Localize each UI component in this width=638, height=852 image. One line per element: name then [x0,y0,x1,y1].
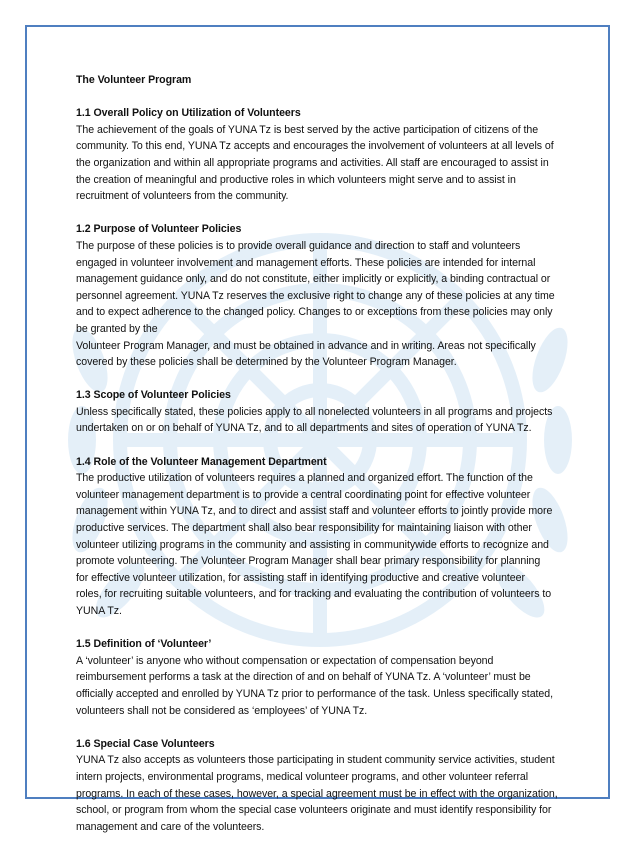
paragraph-line: personnel agreement. YUNA Tz reserves the exclusive right to change any of these policies at any time [76,289,555,302]
section [76,221,568,370]
paragraph-line: covered by these policies shall be determined by the Volunteer Program Manager. [76,356,457,369]
section-paragraph [76,752,568,835]
section [76,105,568,205]
paragraph-line: engaged in volunteer involvement and management efforts. These policies are intended for internal [76,256,536,269]
section-paragraph [76,404,568,437]
paragraph-line: Unless specifically stated, these policies apply to all nonelected volunteers in all programs and projects [76,405,553,418]
paragraph-line: programs. In each of these cases, however, a special agreement must be in effect with the organization, [76,787,558,800]
paragraph-line: Volunteer Program Manager, and must be obtained in advance and in writing. Areas not specifically [76,339,536,352]
section-heading: 1.6 Special Case Volunteers [76,737,215,750]
section-heading: 1.3 Scope of Volunteer Policies [76,389,231,402]
section [76,387,568,437]
paragraph-line: The purpose of these policies is to provide overall guidance and direction to staff and volunteers [76,239,521,252]
section-paragraph [76,470,568,619]
paragraph-line: volunteer utilizing programs in the community and assisting in communitywide efforts to recognize and [76,538,549,551]
section-paragraph [76,238,568,371]
section-paragraph [76,122,568,205]
section-paragraph [76,653,568,719]
paragraph-line: undertaken on or on behalf of YUNA Tz, and to all departments and sites of operation of YUNA Tz. [76,422,532,435]
paragraph-line: management within YUNA Tz, and to direct and assist staff and volunteer efforts to jointly provide more [76,505,553,518]
section-heading: 1.2 Purpose of Volunteer Policies [76,223,242,236]
paragraph-line: reimbursement performs a task at the direction of and on behalf of YUNA Tz. A ‘volunteer’ must be [76,671,531,684]
paragraph-line: management and care of the volunteers. [76,820,265,833]
paragraph-line: intern projects, environmental programs, medical volunteer programs, and other volunteer referral [76,770,529,783]
paragraph-line: officially accepted and enrolled by YUNA Tz prior to performance of the task. Unless specifically stated, [76,687,554,700]
paragraph-line: and to expect adherence to the changed policy. Changes to or exceptions from these policies may only [76,306,553,319]
section-heading: 1.1 Overall Policy on Utilization of Volunteers [76,107,301,120]
paragraph-line: the creation of meaningful and productive roles in which volunteers might serve and to assist in [76,173,516,186]
paragraph-line: school, or program from whom the special case volunteers originate and must identify responsibility for [76,804,552,817]
paragraph-line: YUNA Tz also accepts as volunteers those participating in student community service activities, student [76,754,555,767]
section [76,636,568,719]
paragraph-line: the organization and within all appropriate programs and activities. All staff are encouraged to assist in [76,156,549,169]
paragraph-line: YUNA Tz. [76,605,122,617]
paragraph-line: volunteer management department is to provide a central coordinating point for effective volunteer [76,488,531,501]
section-heading: 1.4 Role of the Volunteer Management Department [76,455,327,468]
section-heading: 1.5 Definition of ‘Volunteer’ [76,638,212,651]
paragraph-line: recruitment of volunteers from the community. [76,190,289,203]
paragraph-line: productive services. The department shall also bear responsibility for maintaining liaison with other [76,522,532,535]
paragraph-line: A ‘volunteer’ is anyone who without compensation or expectation of compensation beyond [76,654,494,667]
paragraph-line: for effective volunteer utilization, for assisting staff in identifying productive and creative volunteer [76,571,525,584]
paragraph-line: roles, for recruiting suitable volunteers, and for tracking and evaluating the contribution of volunteers to [76,588,552,601]
document-body [76,72,568,852]
paragraph-line: volunteers shall not be considered as ‘employees’ of YUNA Tz. [76,704,368,717]
section [76,736,568,836]
paragraph-line: The productive utilization of volunteers requires a planned and organized effort. The function of the [76,472,533,485]
paragraph-line: promote volunteering. The Volunteer Program Manager shall bear primary responsibility for planning [76,555,541,568]
section [76,454,568,620]
paragraph-line: be granted by the [76,322,158,335]
paragraph-line: management guidance only, and do not constitute, either implicitly or explicitly, a binding contractual or [76,273,551,286]
sections-container [76,105,568,835]
paragraph-line: community. To this end, YUNA Tz accepts and encourages the involvement of volunteers at all levels of [76,140,554,153]
paragraph-line: The achievement of the goals of YUNA Tz is best served by the active participation of citizens of the [76,123,539,136]
document-title: The Volunteer Program [76,74,192,86]
